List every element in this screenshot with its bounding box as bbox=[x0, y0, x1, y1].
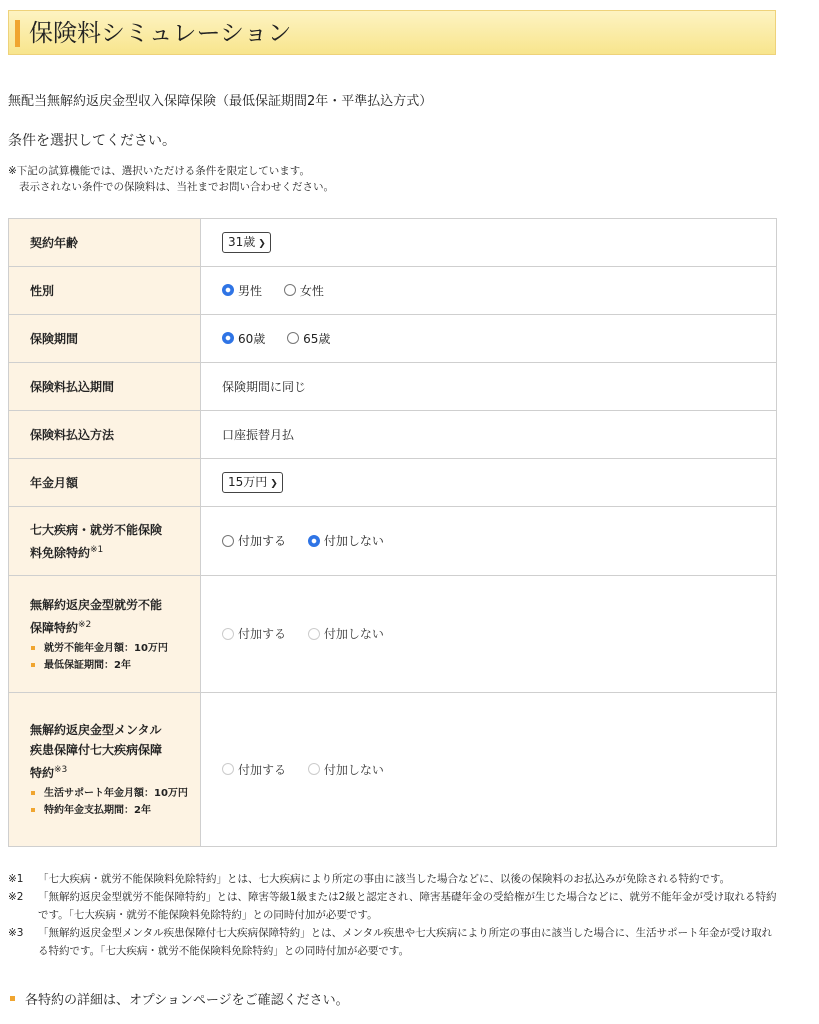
chevron-down-icon: ❯ bbox=[258, 239, 266, 249]
row-payment-method bbox=[9, 411, 777, 459]
rider2-details bbox=[30, 640, 200, 674]
header-accent-bar bbox=[15, 20, 20, 47]
pension-amount-label: 年金月額 bbox=[9, 459, 201, 507]
gender-radio-male[interactable]: 男性 bbox=[222, 282, 262, 299]
contract-age-label: 契約年齢 bbox=[9, 219, 201, 267]
rider2-radio-add[interactable]: 付加する bbox=[222, 625, 286, 642]
row-gender bbox=[9, 267, 777, 315]
page-title: 保険料シミュレーション bbox=[29, 19, 292, 47]
footnotes bbox=[8, 870, 778, 960]
pension-amount-select[interactable] bbox=[222, 472, 283, 493]
row-rider-work-disability bbox=[9, 576, 777, 693]
footnote-1: ※1 「七大疾病・就労不能保険料免除特約」とは、七大疾病により所定の事由に該当した場合などに、以後の保険料のお払込みが免除される特約です。 bbox=[8, 873, 731, 885]
bullet-square-icon bbox=[10, 996, 15, 1001]
row-pension-amount bbox=[9, 459, 777, 507]
payment-method-value: 口座振替月払 bbox=[201, 411, 777, 459]
simulation-form-table bbox=[8, 218, 777, 847]
radio-disabled-icon bbox=[222, 628, 234, 640]
chevron-down-icon: ❯ bbox=[270, 479, 278, 489]
rider2-radio-not-add[interactable]: 付加しない bbox=[308, 625, 384, 642]
limitation-notice bbox=[8, 163, 334, 195]
payment-method-label: 保険料払込方法 bbox=[9, 411, 201, 459]
radio-checked-icon bbox=[222, 284, 234, 296]
row-insurance-period bbox=[9, 315, 777, 363]
radio-disabled-icon bbox=[308, 763, 320, 775]
period-radio-65[interactable]: 65歳 bbox=[287, 330, 330, 347]
rider2-label: 無解約返戻金型就労不能 保障特約$^{※2}$ 就労不能年金月額：10万円 最低保証期間：2年 bbox=[9, 576, 201, 693]
option-page-note: 各特約の詳細は、オプションページをご確認ください。 bbox=[8, 989, 349, 1008]
period-radio-60[interactable]: 60歳 bbox=[222, 330, 265, 347]
gender-radio-female[interactable]: 女性 bbox=[284, 282, 324, 299]
list-item: 特約年金支払期間：2年 bbox=[30, 802, 200, 819]
footnote-ref-2: ※2 bbox=[78, 619, 92, 630]
page-header bbox=[8, 10, 776, 55]
radio-unchecked-icon bbox=[284, 284, 296, 296]
radio-checked-icon bbox=[308, 535, 320, 547]
radio-disabled-icon bbox=[308, 628, 320, 640]
row-payment-period bbox=[9, 363, 777, 411]
footnote-3: ※3 「無解約返戻金型メンタル疾患保障付七大疾病保障特約」とは、メンタル疾患や七大疾病により所定の事由に該当した場合に、生活サポート年金が受け取れる特約です。「七大疾病・就労不能保険料免除特約」との同時付加が必要です。 bbox=[8, 927, 773, 957]
rider1-radio-add[interactable]: 付加する bbox=[222, 532, 286, 549]
notice-line-1: ※下記の試算機能では、選択いただける条件を限定しています。 bbox=[8, 165, 310, 177]
product-name: 無配当無解約返戻金型収入保障保険（最低保証期間2年・平準払込方式） bbox=[8, 94, 433, 109]
payment-period-label: 保険料払込期間 bbox=[9, 363, 201, 411]
gender-label: 性別 bbox=[9, 267, 201, 315]
radio-checked-icon bbox=[222, 332, 234, 344]
row-rider-premium-waiver bbox=[9, 507, 777, 576]
list-item: 生活サポート年金月額：10万円 bbox=[30, 785, 200, 802]
insurance-period-label: 保険期間 bbox=[9, 315, 201, 363]
list-item: 就労不能年金月額：10万円 bbox=[30, 640, 200, 657]
contract-age-select[interactable] bbox=[222, 232, 271, 253]
rider3-radio-add[interactable]: 付加する bbox=[222, 761, 286, 778]
pension-amount-selected-value: 15万円 bbox=[228, 475, 268, 489]
row-rider-mental-illness bbox=[9, 693, 777, 847]
notice-line-2: 表示されない条件での保険料は、当社までお問い合わせください。 bbox=[19, 181, 334, 193]
radio-unchecked-icon bbox=[287, 332, 299, 344]
rider3-details bbox=[30, 785, 200, 819]
instruction-text: 条件を選択してください。 bbox=[8, 133, 176, 149]
radio-unchecked-icon bbox=[222, 535, 234, 547]
payment-period-value: 保険期間に同じ bbox=[201, 363, 777, 411]
footnote-ref-3: ※3 bbox=[54, 765, 68, 775]
radio-disabled-icon bbox=[222, 763, 234, 775]
rider1-radio-not-add[interactable]: 付加しない bbox=[308, 532, 384, 549]
row-contract-age bbox=[9, 219, 777, 267]
contract-age-selected-value: 31歳 bbox=[228, 235, 256, 249]
rider1-label: 七大疾病・就労不能保険 料免除特約$^{※1}$ bbox=[9, 507, 201, 576]
rider3-label: 無解約返戻金型メンタル 疾患保障付七大疾病保障 特約$^{※3}$ 生活サポート年金月額：10万円 特約年金支払期間：2年 bbox=[9, 693, 201, 847]
footnote-2: ※2 「無解約返戻金型就労不能保障特約」とは、障害等級1級または2級と認定され、障害基礎年金の受給権が生じた場合などに、就労不能年金が受け取れる特約です。「七大疾病・就労不能保険料免除特約」との同時付加が必要です。 bbox=[8, 891, 777, 921]
footnote-ref-1: ※1 bbox=[90, 544, 104, 555]
rider3-radio-not-add[interactable]: 付加しない bbox=[308, 761, 384, 778]
list-item: 最低保証期間：2年 bbox=[30, 657, 200, 674]
